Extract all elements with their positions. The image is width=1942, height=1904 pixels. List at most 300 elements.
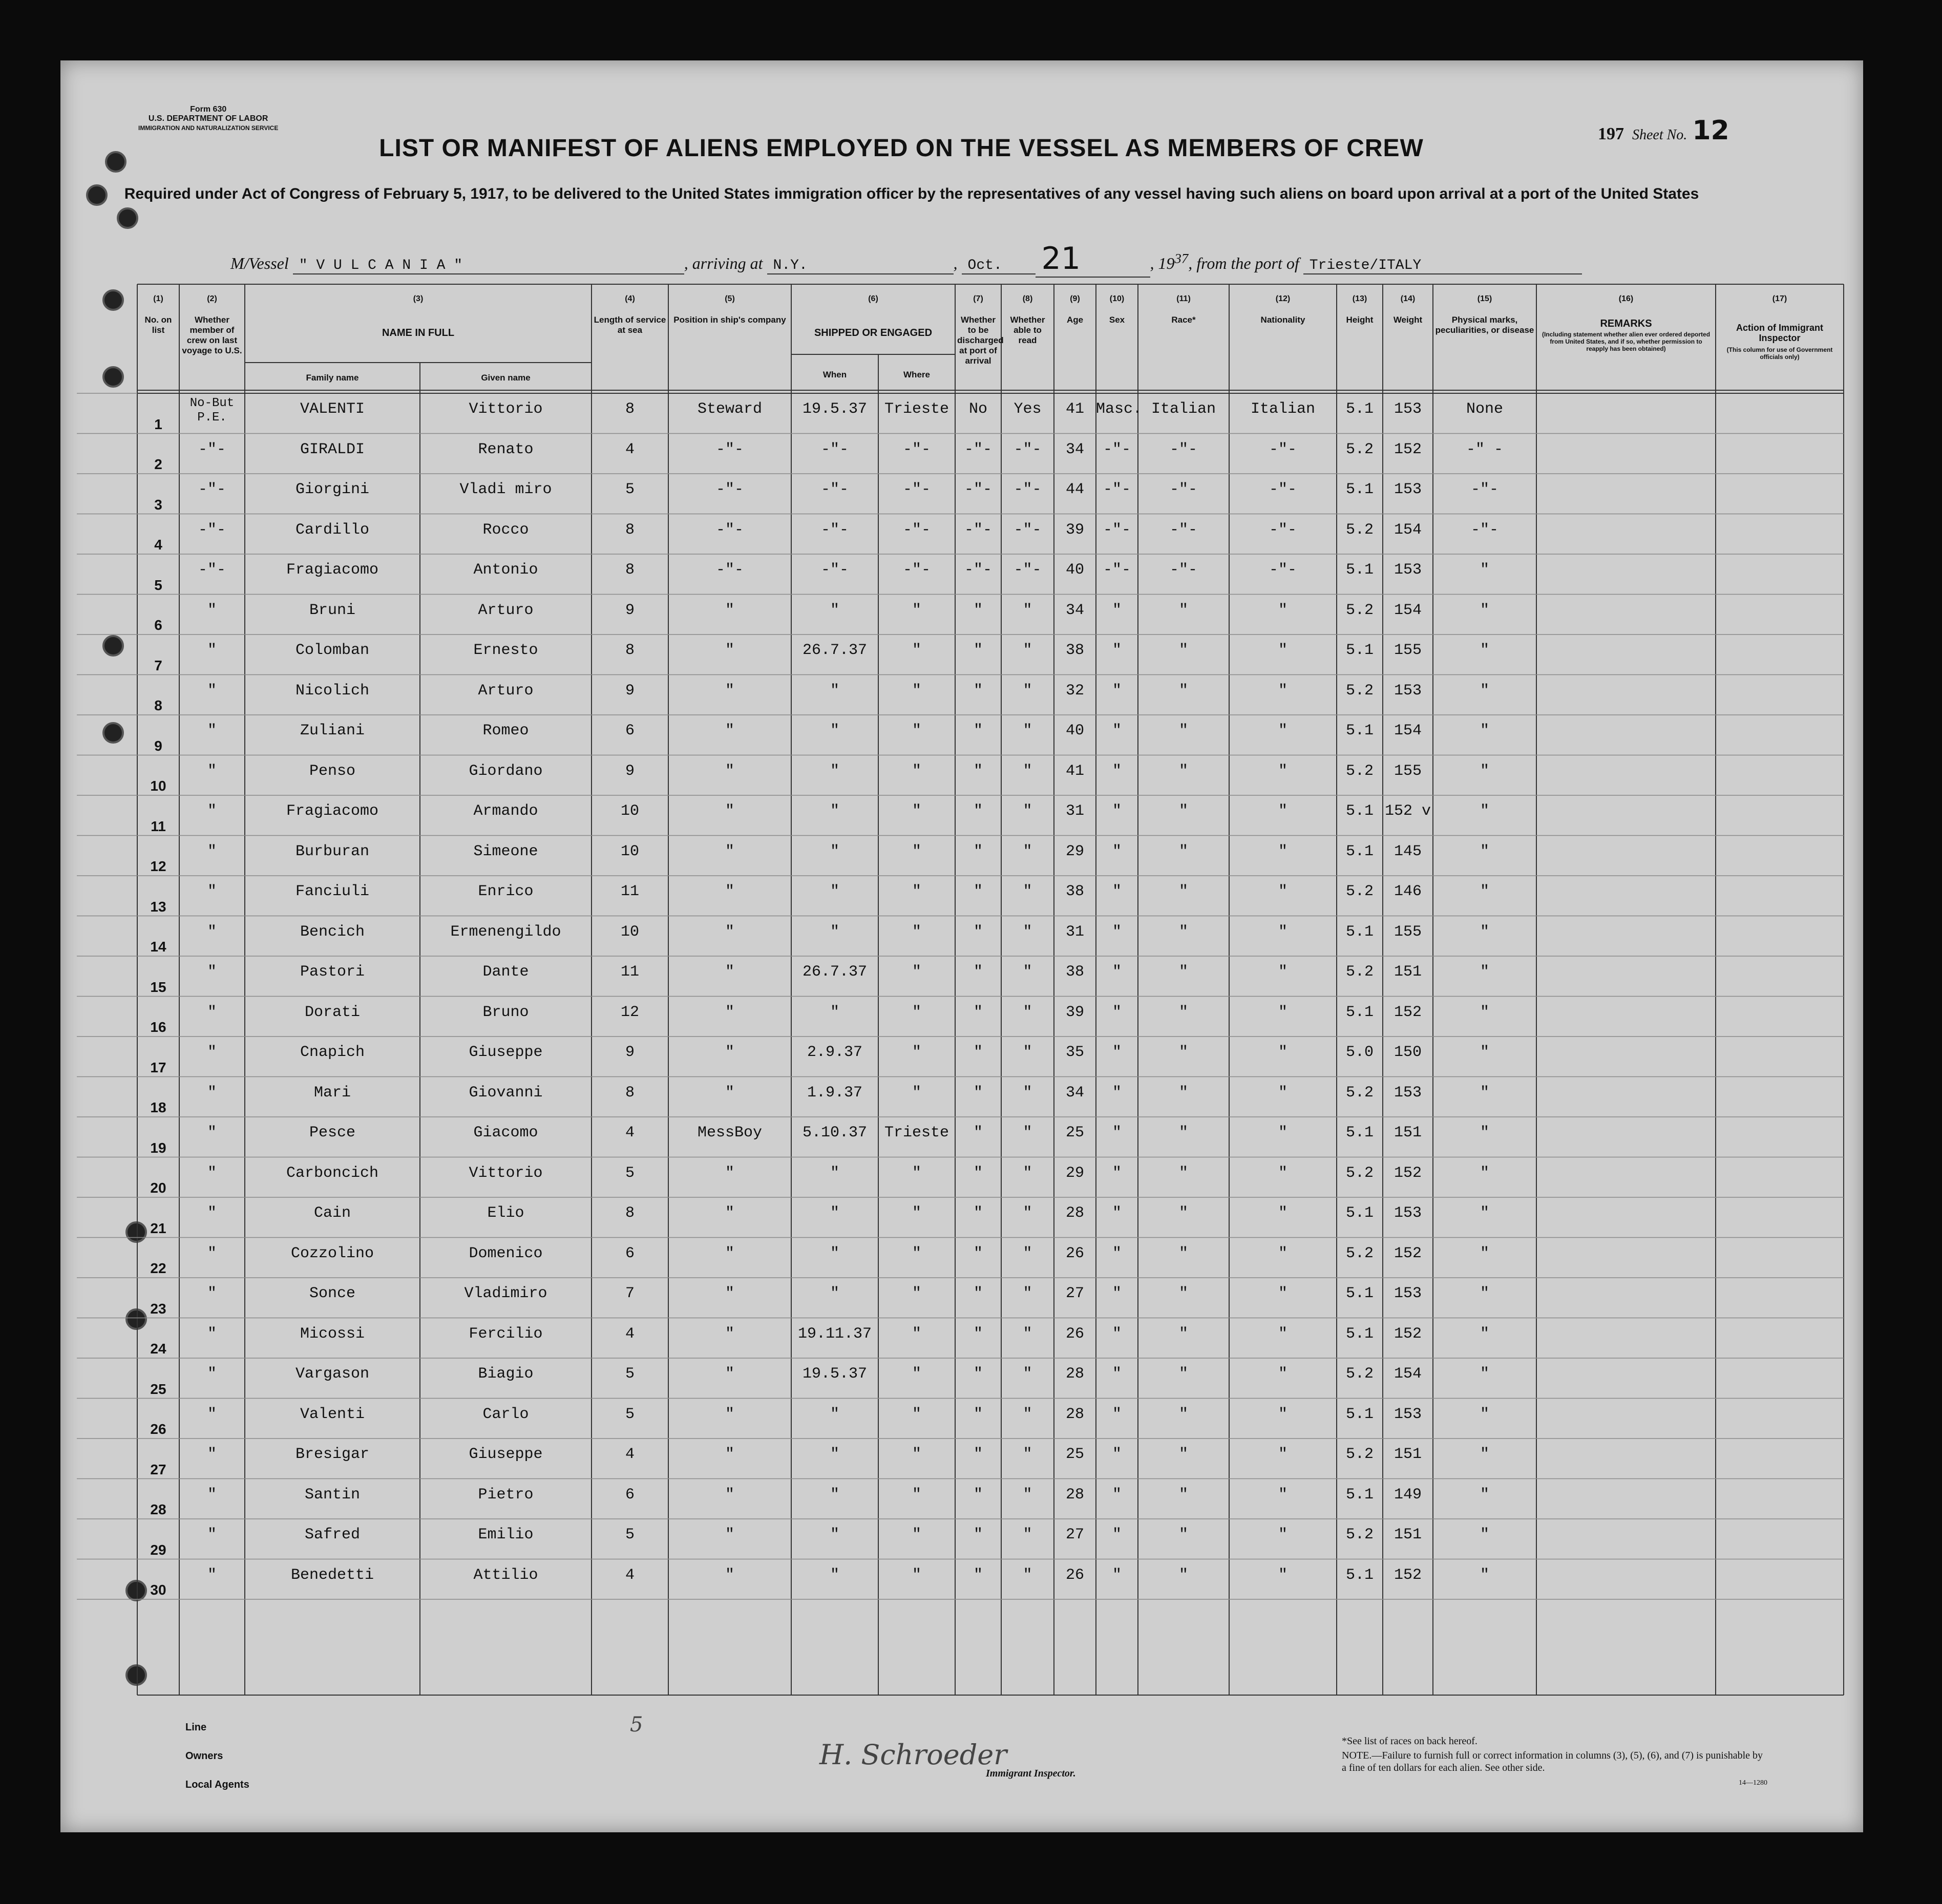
cell-sex: " bbox=[1112, 1566, 1122, 1584]
cell-shipped-where: " bbox=[912, 642, 921, 659]
cell-age: 40 bbox=[1065, 722, 1084, 739]
cell-position: -"- bbox=[715, 561, 744, 579]
column-number: (4) bbox=[625, 294, 635, 303]
header-sex: Sex bbox=[1109, 315, 1125, 325]
cell-able-to-read: -"- bbox=[1014, 440, 1042, 458]
column-number: (3) bbox=[413, 294, 424, 303]
cell-previous-voyage: -"- bbox=[198, 481, 226, 498]
cell-previous-voyage: " bbox=[207, 1003, 217, 1021]
cell-given-name: Armando bbox=[473, 802, 538, 820]
cell-shipped-when: 19.5.37 bbox=[802, 400, 868, 418]
cell-able-to-read: -"- bbox=[1014, 521, 1042, 539]
cell-family-name: Sonce bbox=[309, 1285, 355, 1302]
cell-discharged: No bbox=[968, 400, 987, 418]
cell-height: 5.2 bbox=[1345, 1084, 1374, 1102]
service-name: IMMIGRATION AND NATURALIZATION SERVICE bbox=[138, 124, 279, 132]
cell-sex: " bbox=[1112, 762, 1122, 780]
cell-sex: " bbox=[1112, 1486, 1122, 1504]
cell-shipped-when: 19.11.37 bbox=[797, 1325, 872, 1343]
cell-physical-marks: " bbox=[1480, 923, 1489, 941]
cell-shipped-where: " bbox=[912, 802, 921, 820]
cell-service-length: 6 bbox=[625, 1486, 635, 1504]
vessel-name: " V U L C A N I A " bbox=[293, 258, 684, 274]
cell-physical-marks: " bbox=[1480, 1244, 1489, 1262]
arriving-at: N.Y. bbox=[767, 258, 954, 274]
cell-weight: 153 bbox=[1394, 682, 1422, 700]
cell-service-length: 6 bbox=[625, 722, 635, 739]
column-number: (16) bbox=[1618, 294, 1634, 303]
cell-able-to-read: " bbox=[1023, 1164, 1032, 1182]
cell-position: Steward bbox=[697, 400, 763, 418]
cell-race: " bbox=[1178, 682, 1188, 700]
header-name-in-full: NAME IN FULL bbox=[382, 327, 455, 339]
cell-shipped-where: -"- bbox=[902, 561, 931, 579]
column-number: (1) bbox=[153, 294, 163, 303]
cell-shipped-where: " bbox=[912, 1365, 921, 1383]
cell-nationality: " bbox=[1278, 1566, 1287, 1584]
departure-port: Trieste/ITALY bbox=[1303, 258, 1582, 274]
cell-height: 5.2 bbox=[1345, 1526, 1374, 1543]
cell-discharged: " bbox=[973, 1244, 983, 1262]
cell-race: -"- bbox=[1169, 481, 1197, 498]
cell-shipped-when: " bbox=[830, 1244, 839, 1262]
cell-able-to-read: -"- bbox=[1014, 481, 1042, 498]
cell-previous-voyage: " bbox=[207, 1446, 217, 1463]
cell-previous-voyage: " bbox=[207, 1084, 217, 1102]
cell-shipped-where: " bbox=[912, 1325, 921, 1343]
cell-weight: 155 bbox=[1394, 923, 1422, 941]
cell-nationality: " bbox=[1278, 842, 1287, 860]
cell-sex: " bbox=[1112, 722, 1122, 739]
cell-race: " bbox=[1178, 1405, 1188, 1423]
year-suffix: 37 bbox=[1174, 250, 1189, 266]
cell-able-to-read: " bbox=[1023, 842, 1032, 860]
cell-shipped-when: 19.5.37 bbox=[802, 1365, 868, 1383]
cell-sex: " bbox=[1112, 842, 1122, 860]
cell-race: -"- bbox=[1169, 561, 1197, 579]
cell-age: 34 bbox=[1065, 440, 1084, 458]
cell-position: " bbox=[725, 923, 734, 941]
cell-nationality: " bbox=[1278, 1486, 1287, 1504]
cell-previous-voyage: " bbox=[207, 1365, 217, 1383]
cell-shipped-where: Trieste bbox=[884, 1124, 949, 1141]
cell-physical-marks: " bbox=[1480, 1365, 1489, 1383]
inspector-label: Immigrant Inspector. bbox=[986, 1768, 1076, 1779]
cell-service-length: 9 bbox=[625, 601, 635, 619]
cell-position: " bbox=[725, 1405, 734, 1423]
cell-sex: " bbox=[1112, 601, 1122, 619]
cell-family-name: Valenti bbox=[300, 1405, 365, 1423]
cell-service-length: 5 bbox=[625, 1365, 635, 1383]
cell-age: 26 bbox=[1065, 1325, 1084, 1343]
cell-height: 5.1 bbox=[1345, 1204, 1374, 1222]
cell-nationality: " bbox=[1278, 1164, 1287, 1182]
cell-nationality: " bbox=[1278, 923, 1287, 941]
cell-height: 5.0 bbox=[1345, 1044, 1374, 1061]
cell-position: " bbox=[725, 883, 734, 900]
cell-shipped-when: -"- bbox=[820, 481, 849, 498]
cell-position: " bbox=[725, 842, 734, 860]
cell-previous-voyage: " bbox=[207, 923, 217, 941]
cell-able-to-read: " bbox=[1023, 1446, 1032, 1463]
cell-physical-marks: " bbox=[1480, 963, 1489, 981]
cell-race: " bbox=[1178, 963, 1188, 981]
row-number: 1 bbox=[154, 416, 162, 432]
cell-able-to-read: -"- bbox=[1014, 561, 1042, 579]
cell-family-name: Bresigar bbox=[295, 1446, 370, 1463]
header-shipped-when: When bbox=[822, 370, 847, 379]
header-physical-marks: Physical marks, peculiarities, or disease bbox=[1435, 315, 1534, 335]
cell-able-to-read: " bbox=[1023, 1044, 1032, 1061]
cell-age: 31 bbox=[1065, 802, 1084, 820]
cell-height: 5.1 bbox=[1345, 1566, 1374, 1584]
cell-discharged: " bbox=[973, 1365, 983, 1383]
cell-nationality: -"- bbox=[1269, 561, 1297, 579]
cell-given-name: Enrico bbox=[478, 883, 534, 900]
cell-race: " bbox=[1178, 1124, 1188, 1141]
cell-physical-marks: " bbox=[1480, 722, 1489, 739]
cell-shipped-where: " bbox=[912, 1244, 921, 1262]
cell-weight: 153 bbox=[1394, 1405, 1422, 1423]
cell-previous-voyage: -"- bbox=[198, 561, 226, 579]
cell-physical-marks: " bbox=[1480, 1446, 1489, 1463]
cell-race: " bbox=[1178, 842, 1188, 860]
cell-race: " bbox=[1178, 642, 1188, 659]
cell-sex: " bbox=[1112, 1003, 1122, 1021]
cell-service-length: 4 bbox=[625, 1566, 635, 1584]
cell-physical-marks: " bbox=[1480, 1204, 1489, 1222]
cell-nationality: " bbox=[1278, 1285, 1287, 1302]
cell-height: 5.1 bbox=[1345, 642, 1374, 659]
cell-discharged: " bbox=[973, 762, 983, 780]
cell-sex: -"- bbox=[1103, 521, 1131, 539]
tally-mark: 5 bbox=[630, 1713, 643, 1737]
cell-shipped-when: 5.10.37 bbox=[802, 1124, 868, 1141]
cell-race: -"- bbox=[1169, 521, 1197, 539]
row-number: 8 bbox=[154, 697, 162, 713]
cell-age: 28 bbox=[1065, 1486, 1084, 1504]
cell-discharged: " bbox=[973, 1204, 983, 1222]
column-number: (9) bbox=[1070, 294, 1080, 303]
row-number: 17 bbox=[150, 1059, 166, 1075]
header-inspector-sub: (This column for use of Government officials only) bbox=[1726, 346, 1833, 361]
cell-sex: -"- bbox=[1103, 440, 1131, 458]
cell-position: " bbox=[725, 642, 734, 659]
row-number: 18 bbox=[150, 1099, 166, 1115]
cell-family-name: Micossi bbox=[300, 1325, 365, 1343]
cell-shipped-when: " bbox=[830, 1566, 839, 1584]
cell-race: " bbox=[1178, 601, 1188, 619]
cell-service-length: 7 bbox=[625, 1285, 635, 1302]
cell-position: -"- bbox=[715, 440, 744, 458]
cell-given-name: Giovanni bbox=[469, 1084, 543, 1102]
column-number: (12) bbox=[1275, 294, 1291, 303]
cell-shipped-when: -"- bbox=[820, 521, 849, 539]
cell-shipped-where: " bbox=[912, 722, 921, 739]
cell-family-name: Bruni bbox=[309, 601, 355, 619]
cell-nationality: " bbox=[1278, 722, 1287, 739]
header-given-name: Given name bbox=[481, 373, 531, 383]
cell-weight: 154 bbox=[1394, 601, 1422, 619]
cell-height: 5.1 bbox=[1345, 923, 1374, 941]
cell-shipped-where: " bbox=[912, 1164, 921, 1182]
cell-service-length: 10 bbox=[620, 802, 639, 820]
cell-height: 5.2 bbox=[1345, 963, 1374, 981]
year-prefix: 19 bbox=[1158, 254, 1175, 272]
cell-race: -"- bbox=[1169, 440, 1197, 458]
cell-able-to-read: " bbox=[1023, 722, 1032, 739]
cell-shipped-where: " bbox=[912, 1446, 921, 1463]
row-number: 10 bbox=[150, 778, 166, 794]
cell-previous-voyage: " bbox=[207, 722, 217, 739]
cell-nationality: " bbox=[1278, 1405, 1287, 1423]
cell-shipped-when: 2.9.37 bbox=[807, 1044, 863, 1061]
cell-race: " bbox=[1178, 802, 1188, 820]
cell-given-name: Simeone bbox=[473, 842, 538, 860]
row-number: 13 bbox=[150, 898, 166, 915]
cell-nationality: -"- bbox=[1269, 481, 1297, 498]
cell-age: 25 bbox=[1065, 1124, 1084, 1141]
column-number: (11) bbox=[1176, 294, 1191, 303]
cell-previous-voyage: " bbox=[207, 1044, 217, 1061]
header-remarks-sub: (Including statement whether alien ever ordered deported from United States, and if so, whether permission to reapply has been obtained) bbox=[1542, 331, 1711, 352]
cell-position: " bbox=[725, 1566, 734, 1584]
row-number: 11 bbox=[151, 818, 166, 834]
cell-race: " bbox=[1178, 1486, 1188, 1504]
cell-position: " bbox=[725, 963, 734, 981]
cell-nationality: " bbox=[1278, 642, 1287, 659]
cell-shipped-when: " bbox=[830, 1285, 839, 1302]
cell-sex: " bbox=[1112, 1285, 1122, 1302]
cell-weight: 155 bbox=[1394, 762, 1422, 780]
cell-shipped-where: " bbox=[912, 1486, 921, 1504]
cell-shipped-when: -"- bbox=[820, 561, 849, 579]
cell-race: " bbox=[1178, 762, 1188, 780]
cell-height: 5.1 bbox=[1345, 1003, 1374, 1021]
cell-previous-voyage: " bbox=[207, 762, 217, 780]
cell-nationality: -"- bbox=[1269, 521, 1297, 539]
cell-physical-marks: " bbox=[1480, 1566, 1489, 1584]
cell-family-name: GIRALDI bbox=[300, 440, 365, 458]
header-inspector-action: Action of Immigrant Inspector bbox=[1736, 323, 1823, 343]
cell-physical-marks: " bbox=[1480, 762, 1489, 780]
cell-position: " bbox=[725, 1365, 734, 1383]
cell-discharged: " bbox=[973, 1124, 983, 1141]
header-shipped-engaged: SHIPPED OR ENGAGED bbox=[814, 327, 933, 339]
cell-weight: 153 bbox=[1394, 481, 1422, 498]
cell-physical-marks: " bbox=[1480, 802, 1489, 820]
column-number: (6) bbox=[868, 294, 878, 303]
cell-position: " bbox=[725, 1486, 734, 1504]
row-number: 21 bbox=[150, 1220, 166, 1236]
races-note: *See list of races on back hereof. bbox=[1342, 1736, 1477, 1747]
cell-able-to-read: " bbox=[1023, 601, 1032, 619]
cell-family-name: Cnapich bbox=[300, 1044, 365, 1061]
cell-able-to-read: " bbox=[1023, 1244, 1032, 1262]
cell-service-length: 5 bbox=[625, 1164, 635, 1182]
cell-given-name: Fercilio bbox=[469, 1325, 543, 1343]
cell-age: 38 bbox=[1065, 963, 1084, 981]
row-number: 22 bbox=[150, 1260, 166, 1276]
cell-previous-voyage: " bbox=[207, 1526, 217, 1543]
column-number: (10) bbox=[1109, 294, 1125, 303]
cell-able-to-read: " bbox=[1023, 762, 1032, 780]
cell-age: 35 bbox=[1065, 1044, 1084, 1061]
print-code: 14—1280 bbox=[1739, 1779, 1767, 1787]
cell-physical-marks: " bbox=[1480, 642, 1489, 659]
cell-service-length: 4 bbox=[625, 440, 635, 458]
cell-discharged: -"- bbox=[964, 481, 992, 498]
cell-previous-voyage: -"- bbox=[198, 440, 226, 458]
cell-previous-voyage: -"- bbox=[198, 521, 226, 539]
cell-height: 5.2 bbox=[1345, 1164, 1374, 1182]
cell-age: 41 bbox=[1065, 762, 1084, 780]
vessel-prefix: M/Vessel bbox=[230, 254, 289, 272]
cell-given-name: Vladi miro bbox=[459, 481, 552, 498]
cell-race: " bbox=[1178, 1365, 1188, 1383]
cell-able-to-read: " bbox=[1023, 1084, 1032, 1102]
sheet-prefix: 197 bbox=[1598, 124, 1624, 143]
cell-height: 5.1 bbox=[1345, 561, 1374, 579]
cell-sex: " bbox=[1112, 963, 1122, 981]
cell-shipped-when: " bbox=[830, 601, 839, 619]
header-shipped-where: Where bbox=[903, 370, 930, 379]
cell-able-to-read: " bbox=[1023, 1003, 1032, 1021]
cell-age: 39 bbox=[1065, 1003, 1084, 1021]
cell-physical-marks: " bbox=[1480, 883, 1489, 900]
cell-sex: " bbox=[1112, 1044, 1122, 1061]
cell-physical-marks: " bbox=[1480, 1124, 1489, 1141]
cell-sex: " bbox=[1112, 1325, 1122, 1343]
cell-weight: 154 bbox=[1394, 521, 1422, 539]
cell-physical-marks: " bbox=[1480, 601, 1489, 619]
cell-discharged: " bbox=[973, 1405, 983, 1423]
cell-physical-marks: " bbox=[1480, 1044, 1489, 1061]
cell-position: " bbox=[725, 1164, 734, 1182]
row-number: 16 bbox=[150, 1019, 166, 1035]
cell-nationality: " bbox=[1278, 1244, 1287, 1262]
cell-race: " bbox=[1178, 1084, 1188, 1102]
cell-discharged: " bbox=[973, 1446, 983, 1463]
cell-shipped-when: " bbox=[830, 842, 839, 860]
cell-height: 5.1 bbox=[1345, 1486, 1374, 1504]
cell-age: 38 bbox=[1065, 642, 1084, 659]
cell-race: " bbox=[1178, 923, 1188, 941]
cell-shipped-where: Trieste bbox=[884, 400, 949, 418]
cell-discharged: -"- bbox=[964, 521, 992, 539]
cell-given-name: Carlo bbox=[482, 1405, 529, 1423]
column-number: (2) bbox=[207, 294, 217, 303]
row-number: 2 bbox=[154, 456, 162, 472]
cell-shipped-when: " bbox=[830, 1003, 839, 1021]
cell-shipped-when: " bbox=[830, 682, 839, 700]
cell-service-length: 5 bbox=[625, 1526, 635, 1543]
cell-height: 5.1 bbox=[1345, 481, 1374, 498]
cell-previous-voyage: " bbox=[207, 802, 217, 820]
cell-discharged: " bbox=[973, 1003, 983, 1021]
cell-nationality: " bbox=[1278, 1365, 1287, 1383]
cell-given-name: Vittorio bbox=[469, 400, 543, 418]
cell-weight: 149 bbox=[1394, 1486, 1422, 1504]
cell-shipped-when: 26.7.37 bbox=[802, 642, 868, 659]
column-number: (13) bbox=[1352, 294, 1367, 303]
cell-shipped-when: " bbox=[830, 1486, 839, 1504]
cell-service-length: 5 bbox=[625, 481, 635, 498]
cell-height: 5.1 bbox=[1345, 1285, 1374, 1302]
cell-height: 5.2 bbox=[1345, 682, 1374, 700]
document-title: LIST OR MANIFEST OF ALIENS EMPLOYED ON THE VESSEL AS MEMBERS OF CREW bbox=[379, 135, 1424, 162]
row-number: 25 bbox=[150, 1381, 166, 1397]
cell-discharged: " bbox=[973, 1285, 983, 1302]
cell-nationality: " bbox=[1278, 762, 1287, 780]
cell-discharged: " bbox=[973, 1566, 983, 1584]
cell-able-to-read: " bbox=[1023, 883, 1032, 900]
cell-previous-voyage: " bbox=[207, 963, 217, 981]
cell-height: 5.2 bbox=[1345, 762, 1374, 780]
cell-weight: 151 bbox=[1394, 1446, 1422, 1463]
cell-given-name: Renato bbox=[478, 440, 534, 458]
row-number: 9 bbox=[154, 737, 162, 754]
cell-family-name: Mari bbox=[313, 1084, 351, 1102]
cell-race: " bbox=[1178, 1526, 1188, 1543]
cell-discharged: " bbox=[973, 722, 983, 739]
cell-previous-voyage: " bbox=[207, 1244, 217, 1262]
cell-physical-marks: " bbox=[1480, 1084, 1489, 1102]
cell-service-length: 8 bbox=[625, 642, 635, 659]
cell-weight: 152 bbox=[1394, 1003, 1422, 1021]
cell-position: MessBoy bbox=[697, 1124, 763, 1141]
cell-position: " bbox=[725, 1244, 734, 1262]
cell-able-to-read: " bbox=[1023, 642, 1032, 659]
cell-given-name: Giuseppe bbox=[469, 1044, 543, 1061]
cell-service-length: 8 bbox=[625, 1084, 635, 1102]
cell-physical-marks: " bbox=[1480, 1405, 1489, 1423]
cell-service-length: 10 bbox=[620, 842, 639, 860]
header-height: Height bbox=[1346, 315, 1374, 325]
penalty-note: NOTE.—Failure to furnish full or correct information in columns (3), (5), (6), and (7) is punishable by a fine of ten dollars for each alien. See other side. bbox=[1342, 1750, 1763, 1773]
cell-service-length: 9 bbox=[625, 1044, 635, 1061]
cell-previous-voyage: " bbox=[207, 642, 217, 659]
cell-physical-marks: " bbox=[1480, 1285, 1489, 1302]
cell-family-name: Benedetti bbox=[290, 1566, 374, 1584]
cell-service-length: 9 bbox=[625, 682, 635, 700]
cell-family-name: Burburan bbox=[295, 842, 370, 860]
cell-previous-voyage: " bbox=[207, 1124, 217, 1141]
cell-nationality: " bbox=[1278, 1124, 1287, 1141]
cell-shipped-when: " bbox=[830, 1164, 839, 1182]
cell-weight: 152 bbox=[1394, 1566, 1422, 1584]
cell-weight: 153 bbox=[1394, 400, 1422, 418]
cell-height: 5.1 bbox=[1345, 802, 1374, 820]
cell-weight: 145 bbox=[1394, 842, 1422, 860]
cell-family-name: Fragiacomo bbox=[286, 802, 379, 820]
cell-able-to-read: " bbox=[1023, 1405, 1032, 1423]
cell-sex: " bbox=[1112, 682, 1122, 700]
cell-age: 39 bbox=[1065, 521, 1084, 539]
cell-nationality: -"- bbox=[1269, 440, 1297, 458]
cell-height: 5.1 bbox=[1345, 1325, 1374, 1343]
cell-age: 31 bbox=[1065, 923, 1084, 941]
cell-given-name: Domenico bbox=[469, 1244, 543, 1262]
cell-service-length: 8 bbox=[625, 521, 635, 539]
cell-able-to-read: " bbox=[1023, 1204, 1032, 1222]
cell-age: 34 bbox=[1065, 601, 1084, 619]
cell-shipped-when: " bbox=[830, 722, 839, 739]
cell-discharged: " bbox=[973, 883, 983, 900]
cell-discharged: " bbox=[973, 1526, 983, 1543]
cell-weight: 151 bbox=[1394, 963, 1422, 981]
cell-nationality: " bbox=[1278, 1446, 1287, 1463]
